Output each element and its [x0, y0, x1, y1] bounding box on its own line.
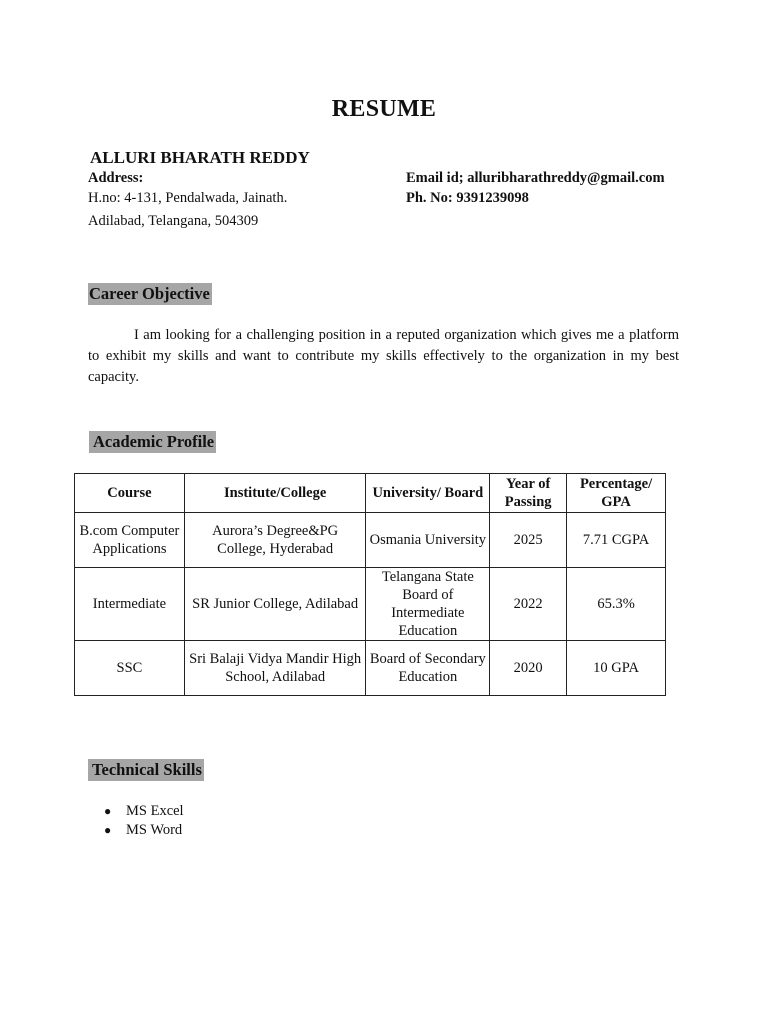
table-cell-institute: SR Junior College, Adilabad — [184, 568, 366, 641]
address-line-1: H.no: 4-131, Pendalwada, Jainath. — [88, 190, 288, 206]
career-objective-heading: Career Objective — [89, 284, 210, 303]
table-cell-year: 2020 — [490, 641, 567, 696]
table-cell-year: 2022 — [490, 568, 567, 641]
bullet-dot-icon: ● — [104, 823, 112, 837]
table-row — [75, 513, 666, 568]
phone-text: Ph. No: 9391239098 — [406, 190, 529, 206]
table-cell-course: B.com Computer Applications — [75, 513, 185, 568]
candidate-name: ALLURI BHARATH REDDY — [90, 148, 310, 167]
table-cell-institute: Aurora’s Degree&PG College, Hyderabad — [184, 513, 366, 568]
table-cell-course: Intermediate — [75, 568, 185, 641]
table-cell-percentage: 7.71 CGPA — [567, 513, 666, 568]
list-item — [104, 802, 184, 821]
column-header-course: Course — [75, 474, 185, 513]
column-header-institute: Institute/College — [184, 474, 366, 513]
technical-skills-heading: Technical Skills — [88, 759, 204, 781]
table-cell-institute: Sri Balaji Vidya Mandir High School, Adilabad — [184, 641, 366, 696]
table-cell-university: Telangana State Board of Intermediate Education — [366, 568, 490, 641]
page-title: RESUME — [331, 96, 437, 122]
address-label: Address: — [88, 170, 144, 186]
table-cell-percentage: 10 GPA — [567, 641, 666, 696]
table-row — [75, 568, 666, 641]
column-header-percentage: Percentage/ GPA — [567, 474, 666, 513]
bullet-dot-icon: ● — [104, 804, 112, 818]
table-header-row — [75, 474, 666, 513]
career-objective-text: I am looking for a challenging position in a reputed organization which gives me a platform to exhibit my skills and want to contribute my skills effectively to the organization in my best capacity. — [88, 327, 679, 385]
table-row — [75, 641, 666, 696]
table-cell-university: Osmania University — [366, 513, 490, 568]
email-text: Email id; alluribharathreddy@gmail.com — [406, 170, 665, 186]
table-cell-university: Board of Secondary Education — [366, 641, 490, 696]
skill-label: MS Word — [126, 822, 183, 838]
address-line-2: Adilabad, Telangana, 504309 — [88, 213, 259, 229]
skills-list — [104, 802, 184, 840]
list-item — [104, 821, 184, 840]
column-header-year: Year of Passing — [490, 474, 567, 513]
table-cell-year: 2025 — [490, 513, 567, 568]
table-cell-percentage: 65.3% — [567, 568, 666, 641]
column-header-university: University/ Board — [366, 474, 490, 513]
table-cell-course: SSC — [75, 641, 185, 696]
academic-table — [74, 473, 666, 696]
skill-label: MS Excel — [126, 803, 184, 819]
academic-profile-heading: Academic Profile — [89, 431, 216, 453]
